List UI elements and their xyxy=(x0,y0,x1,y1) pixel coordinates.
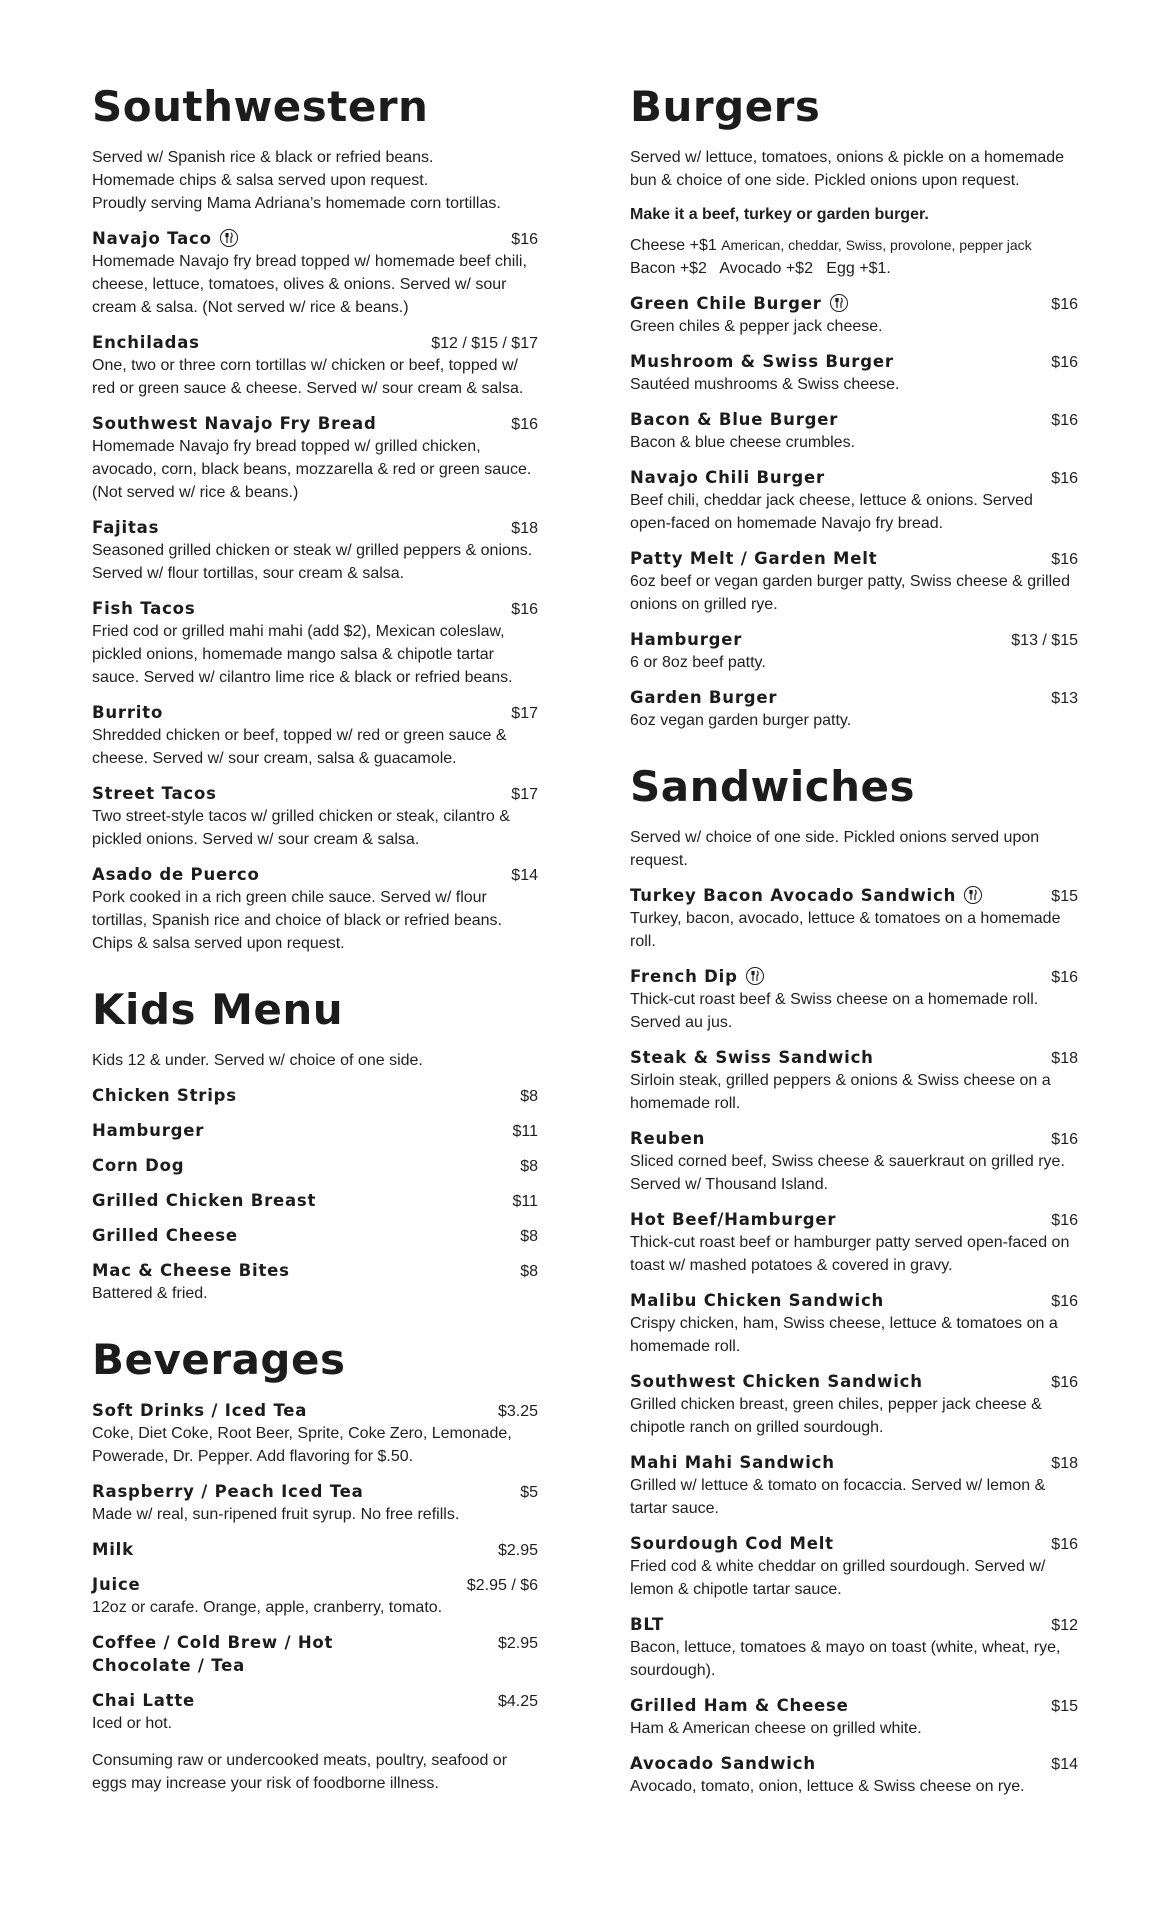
menu-item xyxy=(630,1289,1078,1358)
item-price: $8 xyxy=(520,1158,538,1175)
item-description: Made w/ real, sun-ripened fruit syrup. No free refills. xyxy=(92,1506,460,1523)
right-column xyxy=(630,82,1078,1832)
item-name: BLT xyxy=(630,1615,665,1634)
menu-item xyxy=(630,965,1078,1034)
menu-item xyxy=(630,1208,1078,1277)
menu-item xyxy=(92,597,538,689)
item-description: Thick-cut roast beef & Swiss cheese on a homemade roll. Served au jus. xyxy=(630,991,1039,1031)
item-description: Pork cooked in a rich green chile sauce. Served w/ flour tortillas, Spanish rice and choice of black or refried beans. Chips & salsa served upon request. xyxy=(92,889,502,952)
item-description: Sliced corned beef, Swiss cheese & sauerkraut on grilled rye. Served w/ Thousand Island. xyxy=(630,1153,1065,1193)
item-name: Avocado Sandwich xyxy=(630,1754,816,1773)
item-price: $8 xyxy=(520,1263,538,1280)
section-title-sandwiches: Sandwiches xyxy=(630,762,916,811)
menu-item xyxy=(92,1084,538,1107)
item-description: Green chiles & pepper jack cheese. xyxy=(630,318,883,335)
sandwiches-description: Served w/ choice of one side. Pickled onions served upon request. xyxy=(630,829,1040,869)
item-price: $16 xyxy=(1051,1131,1078,1148)
item-description: Thick-cut roast beef or hamburger patty served open-faced on toast w/ mashed potatoes & covered in gravy. xyxy=(630,1234,1070,1274)
item-description: Grilled chicken breast, green chiles, pepper jack cheese & chipotle ranch on grilled sourdough. xyxy=(630,1396,1042,1436)
item-description: Sirloin steak, grilled peppers & onions & Swiss cheese on a homemade roll. xyxy=(630,1072,1051,1112)
menu-item xyxy=(630,1046,1078,1115)
item-name: Garden Burger xyxy=(630,688,778,707)
item-description: Homemade Navajo fry bread topped w/ homemade beef chili, cheese, lettuce, tomatoes, olives & onions. Served w/ sour cream & salsa. (Not served w/ rice & beans.) xyxy=(92,253,527,316)
beverages-section xyxy=(92,1335,538,1795)
item-name: Patty Melt / Garden Melt xyxy=(630,549,878,568)
item-name: Navajo Chili Burger xyxy=(630,468,825,487)
menu-item xyxy=(92,412,538,504)
item-name: Green Chile Burger xyxy=(630,294,822,313)
addon-extras: Bacon +$2 Avocado +$2 Egg +$1. xyxy=(630,260,891,277)
item-name: Mac & Cheese Bites xyxy=(92,1261,290,1280)
item-name: Coffee / Cold Brew / Hot Chocolate / Tea xyxy=(92,1633,334,1675)
item-name: Sourdough Cod Melt xyxy=(630,1534,834,1553)
menu-item xyxy=(92,1189,538,1212)
item-description: Beef chili, cheddar jack cheese, lettuce & onions. Served open-faced on homemade Navajo fry bread. xyxy=(630,492,1033,532)
item-name: Reuben xyxy=(630,1129,706,1148)
food-safety-footnote: Consuming raw or undercooked meats, poultry, seafood or eggs may increase your risk of foodborne illness. xyxy=(92,1752,508,1792)
menu-item xyxy=(630,1451,1078,1520)
menu-item xyxy=(92,1399,538,1468)
desc-line: Homemade chips & salsa served upon request. xyxy=(92,172,429,189)
item-name: Navajo Taco xyxy=(92,229,212,248)
item-price: $14 xyxy=(1051,1756,1078,1773)
menu-item xyxy=(630,1613,1078,1682)
item-name: Chicken Strips xyxy=(92,1086,237,1105)
item-name: Hamburger xyxy=(630,630,743,649)
item-price: $17 xyxy=(511,705,538,722)
item-description: Turkey, bacon, avocado, lettuce & tomatoes on a homemade roll. xyxy=(630,910,1061,950)
item-name: Fajitas xyxy=(92,518,160,537)
item-description: Bacon, lettuce, tomatoes & mayo on toast (white, wheat, rye, sourdough). xyxy=(630,1639,1061,1679)
item-price: $2.95 xyxy=(497,1542,538,1559)
item-price: $16 xyxy=(511,601,538,618)
item-price: $16 xyxy=(1051,1212,1078,1229)
burgers-section xyxy=(630,82,1078,732)
menu-item xyxy=(630,628,1078,674)
item-description: Ham & American cheese on grilled white. xyxy=(630,1720,922,1737)
desc-line: Proudly serving Mama Adriana’s homemade corn tortillas. xyxy=(92,195,501,212)
menu-item xyxy=(630,884,1078,953)
item-price: $13 xyxy=(1051,690,1078,707)
item-price: $14 xyxy=(511,867,538,884)
item-description: One, two or three corn tortillas w/ chicken or beef, topped w/ red or green sauce & cheese. Served w/ sour cream & salsa. xyxy=(92,357,524,397)
item-price: $16 xyxy=(1051,354,1078,371)
item-price: $15 xyxy=(1051,1698,1078,1715)
item-price: $3.25 xyxy=(497,1403,538,1420)
menu-item xyxy=(92,1224,538,1247)
item-price: $17 xyxy=(511,786,538,803)
item-name: Turkey Bacon Avocado Sandwich xyxy=(630,886,957,905)
menu-item xyxy=(92,1631,538,1677)
menu-item xyxy=(630,350,1078,396)
house-favorite-icon xyxy=(220,229,238,247)
southwestern-description xyxy=(92,146,538,215)
sandwiches-section xyxy=(630,762,1078,1798)
item-name: Hot Beef/Hamburger xyxy=(630,1210,837,1229)
item-description: Grilled w/ lettuce & tomato on focaccia. Served w/ lemon & tartar sauce. xyxy=(630,1477,1046,1517)
menu-item xyxy=(92,516,538,585)
desc-line: Served w/ Spanish rice & black or refried beans. xyxy=(92,149,434,166)
item-price: $16 xyxy=(1051,551,1078,568)
item-name: Milk xyxy=(92,1540,134,1559)
item-price: $16 xyxy=(511,416,538,433)
item-description: Fried cod or grilled mahi mahi (add $2), Mexican coleslaw, pickled onions, homemade mango salsa & chipotle tartar sauce. Served w/ cilantro lime rice & black or refried beans. xyxy=(92,623,513,686)
section-title-kids: Kids Menu xyxy=(92,985,344,1034)
item-name: Mahi Mahi Sandwich xyxy=(630,1453,835,1472)
item-description: 6 or 8oz beef patty. xyxy=(630,654,766,671)
item-name: Corn Dog xyxy=(92,1156,185,1175)
menu-item xyxy=(92,1259,538,1305)
menu-item xyxy=(630,1752,1078,1798)
menu-item xyxy=(630,1532,1078,1601)
item-name: Asado de Puerco xyxy=(92,865,260,884)
menu-item xyxy=(630,547,1078,616)
menu-item xyxy=(630,292,1078,338)
item-name: Soft Drinks / Iced Tea xyxy=(92,1401,308,1420)
menu-item xyxy=(92,701,538,770)
item-description: Two street-style tacos w/ grilled chicken or steak, cilantro & pickled onions. Served w/ sour cream & salsa. xyxy=(92,808,510,848)
item-price: $8 xyxy=(520,1228,538,1245)
addon-cheese-types: American, cheddar, Swiss, provolone, pepper jack xyxy=(721,237,1032,253)
item-name: Bacon & Blue Burger xyxy=(630,410,839,429)
item-description: Bacon & blue cheese crumbles. xyxy=(630,434,856,451)
item-price: $4.25 xyxy=(497,1693,538,1710)
item-name: Street Tacos xyxy=(92,784,217,803)
item-price: $16 xyxy=(1051,470,1078,487)
item-description: Avocado, tomato, onion, lettuce & Swiss cheese on rye. xyxy=(630,1778,1025,1795)
menu-item xyxy=(92,863,538,955)
menu-item xyxy=(92,1538,538,1561)
item-name: Chai Latte xyxy=(92,1691,196,1710)
item-price: $11 xyxy=(512,1123,538,1140)
item-name: Grilled Ham & Cheese xyxy=(630,1696,849,1715)
item-price: $16 xyxy=(1051,412,1078,429)
item-name: Fish Tacos xyxy=(92,599,196,618)
item-description: Homemade Navajo fry bread topped w/ grilled chicken, avocado, corn, black beans, mozzarella & red or green sauce. (Not served w/ rice & beans.) xyxy=(92,438,532,501)
item-price: $16 xyxy=(1051,1293,1078,1310)
item-description: 12oz or carafe. Orange, apple, cranberry, tomato. xyxy=(92,1599,443,1616)
section-title-burgers: Burgers xyxy=(630,82,821,131)
item-description: Battered & fried. xyxy=(92,1285,208,1302)
item-name: Mushroom & Swiss Burger xyxy=(630,352,894,371)
kids-description: Kids 12 & under. Served w/ choice of one side. xyxy=(92,1052,423,1069)
item-description: 6oz vegan garden burger patty. xyxy=(630,712,852,729)
item-name: Grilled Cheese xyxy=(92,1226,238,1245)
menu-item xyxy=(92,1573,538,1619)
burger-options-note: Make it a beef, turkey or garden burger. xyxy=(630,206,929,223)
menu-item xyxy=(630,1370,1078,1439)
section-title-southwestern: Southwestern xyxy=(92,82,429,131)
menu-item xyxy=(630,1127,1078,1196)
left-column xyxy=(92,82,538,1829)
item-name: Grilled Chicken Breast xyxy=(92,1191,317,1210)
item-name: Burrito xyxy=(92,703,164,722)
kids-menu-section xyxy=(92,985,538,1305)
burgers-description: Served w/ lettuce, tomatoes, onions & pickle on a homemade bun & choice of one side. Pickled onions upon request. xyxy=(630,149,1065,189)
item-name: Raspberry / Peach Iced Tea xyxy=(92,1482,364,1501)
item-description: Seasoned grilled chicken or steak w/ grilled peppers & onions. Served w/ flour tortillas, sour cream & salsa. xyxy=(92,542,533,582)
item-name: Juice xyxy=(92,1575,141,1594)
item-name: French Dip xyxy=(630,967,738,986)
house-favorite-icon xyxy=(964,886,982,904)
burger-addons xyxy=(630,234,1078,280)
item-price: $2.95 xyxy=(497,1635,538,1652)
item-name: Hamburger xyxy=(92,1121,205,1140)
item-price: $16 xyxy=(1051,296,1078,313)
item-name: Steak & Swiss Sandwich xyxy=(630,1048,874,1067)
menu-item xyxy=(630,408,1078,454)
item-description: Coke, Diet Coke, Root Beer, Sprite, Coke Zero, Lemonade, Powerade, Dr. Pepper. Add flavoring for $.50. xyxy=(92,1425,512,1465)
house-favorite-icon xyxy=(830,294,848,312)
addon-cheese: Cheese +$1 xyxy=(630,237,717,254)
menu-item xyxy=(92,1480,538,1526)
item-price: $5 xyxy=(520,1484,538,1501)
menu-item xyxy=(630,1694,1078,1740)
item-description: Shredded chicken or beef, topped w/ red or green sauce & cheese. Served w/ sour cream, salsa & guacamole. xyxy=(92,727,507,767)
item-description: Crispy chicken, ham, Swiss cheese, lettuce & tomatoes on a homemade roll. xyxy=(630,1315,1058,1355)
item-price: $16 xyxy=(1051,1374,1078,1391)
item-price: $12 xyxy=(1051,1617,1078,1634)
item-price: $11 xyxy=(512,1193,538,1210)
item-price: $2.95 / $6 xyxy=(466,1577,538,1594)
item-name: Southwest Chicken Sandwich xyxy=(630,1372,923,1391)
house-favorite-icon xyxy=(746,967,764,985)
item-price: $16 xyxy=(511,231,538,248)
item-description: Iced or hot. xyxy=(92,1715,173,1732)
menu-item xyxy=(92,1689,538,1735)
item-name: Enchiladas xyxy=(92,333,200,352)
item-price: $16 xyxy=(1051,969,1078,986)
menu-item xyxy=(92,782,538,851)
menu-item xyxy=(92,1154,538,1177)
item-price: $18 xyxy=(1051,1455,1078,1472)
item-price: $8 xyxy=(520,1088,538,1105)
item-description: Sautéed mushrooms & Swiss cheese. xyxy=(630,376,900,393)
menu-item xyxy=(92,331,538,400)
section-title-beverages: Beverages xyxy=(92,1335,346,1384)
item-price: $18 xyxy=(511,520,538,537)
item-name: Southwest Navajo Fry Bread xyxy=(92,414,377,433)
item-name: Malibu Chicken Sandwich xyxy=(630,1291,885,1310)
menu-item xyxy=(630,686,1078,732)
item-price: $13 / $15 xyxy=(1011,632,1078,649)
southwestern-section xyxy=(92,82,538,955)
item-price: $16 xyxy=(1051,1536,1078,1553)
item-price: $15 xyxy=(1051,888,1078,905)
menu-item xyxy=(92,1119,538,1142)
item-description: 6oz beef or vegan garden burger patty, Swiss cheese & grilled onions on grilled rye. xyxy=(630,573,1070,613)
item-price: $18 xyxy=(1051,1050,1078,1067)
menu-item xyxy=(630,466,1078,535)
item-description: Fried cod & white cheddar on grilled sourdough. Served w/ lemon & chipotle tartar sauce. xyxy=(630,1558,1046,1598)
item-price: $12 / $15 / $17 xyxy=(431,335,538,352)
menu-item xyxy=(92,227,538,319)
